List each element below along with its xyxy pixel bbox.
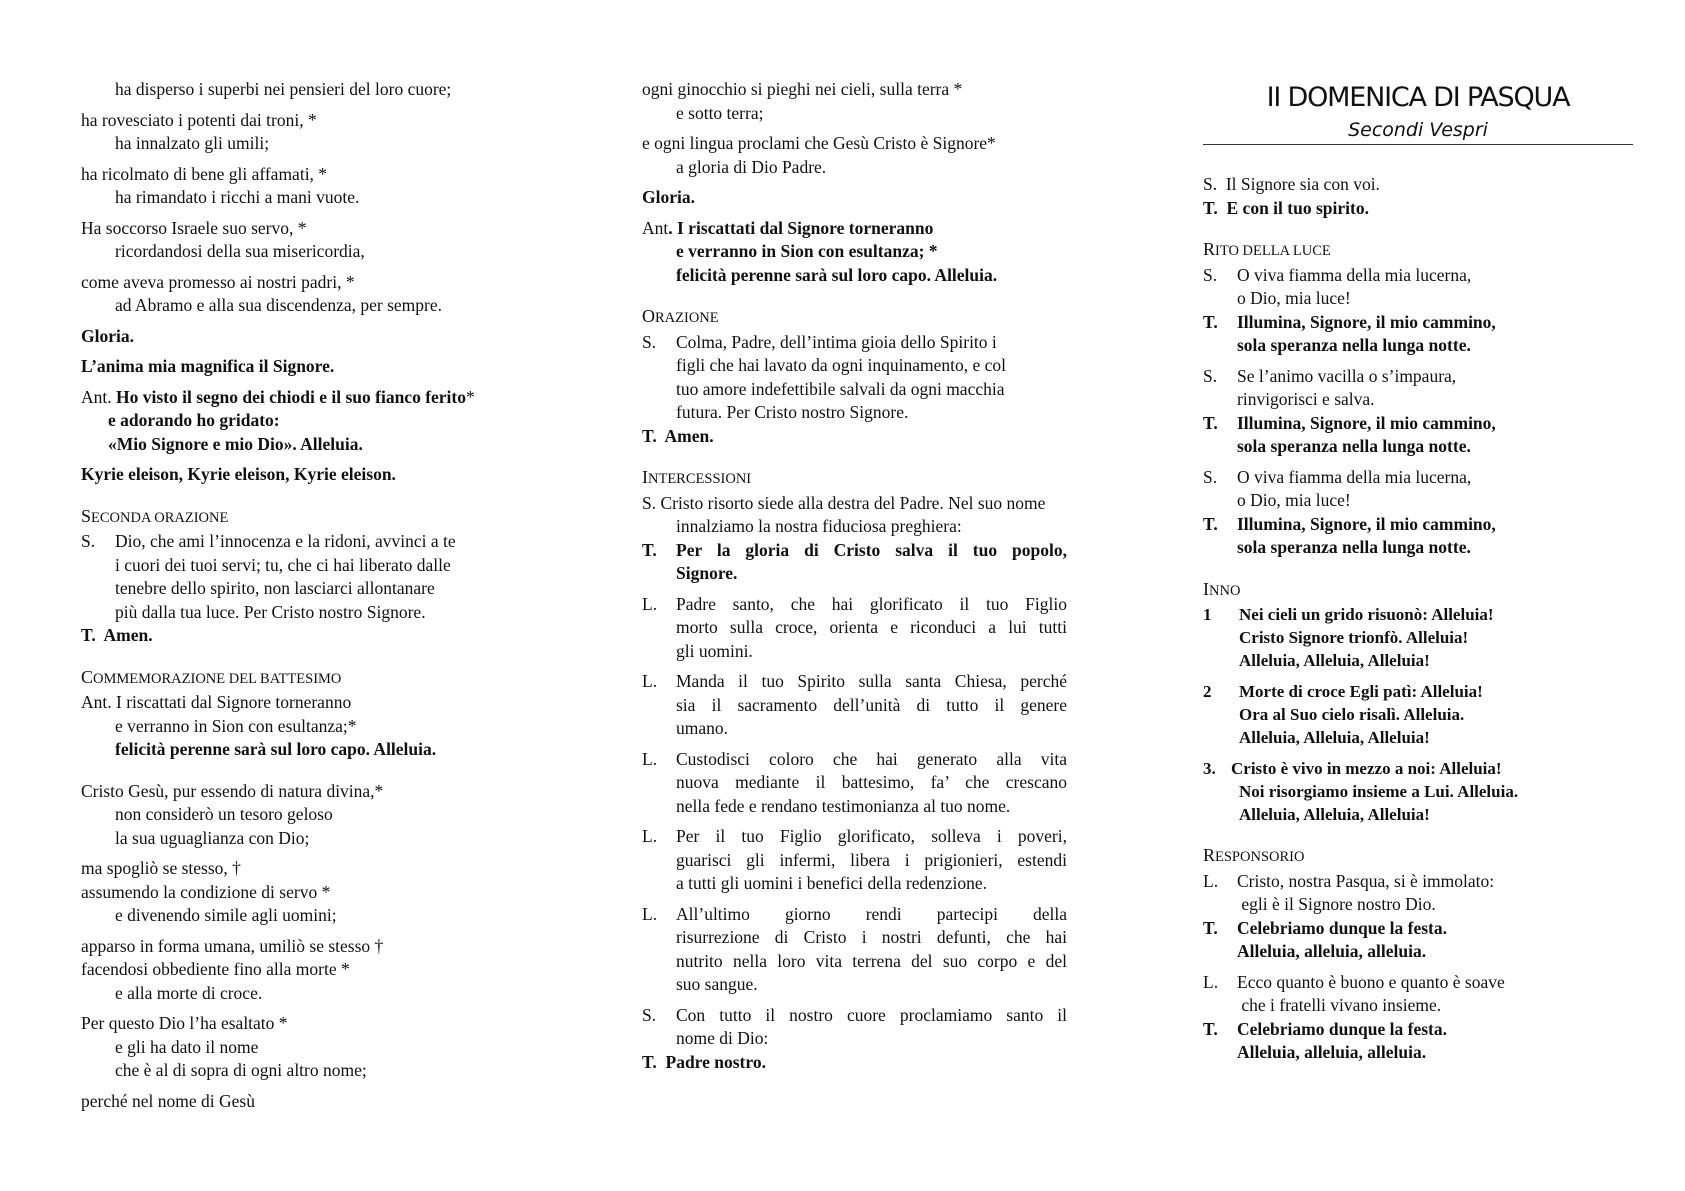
rito-heading [1203, 238, 1628, 264]
text-line: più dalla tua luce. Per Cristo nostro Signore. [115, 601, 426, 622]
heading-cap: O [642, 306, 655, 326]
column-middle [642, 78, 1067, 1074]
heading-rest: RAZIONE [655, 310, 719, 326]
heading-rest: NTERCESSIONI [648, 471, 752, 487]
seconda-orazione-heading [81, 505, 551, 531]
heading-cap: R [1203, 239, 1216, 259]
speaker-tag: T. [1203, 917, 1218, 938]
text-line: Illumina, Signore, il mio cammino, [1237, 513, 1496, 534]
title-rule [1203, 144, 1633, 145]
antiphon-line-1 [642, 217, 1067, 241]
hymn-stanza [1203, 757, 1628, 826]
block-body [676, 670, 1067, 741]
tagged-block [1203, 311, 1628, 358]
heading-rest: NNO [1209, 582, 1241, 599]
text-line: Per la gloria di Cristo salva il tuo popolo, [676, 539, 1067, 560]
verse-line: Ha soccorso Israele suo servo, * [81, 217, 307, 238]
stanza-line: Noi risorgiamo insieme a Lui. Alleluia. [1239, 782, 1519, 801]
amen-line: T. Amen. [81, 625, 153, 645]
text-line: umano. [676, 718, 729, 738]
antiphon-line-3: «Mio Signore e mio Dio». Alleluia. [108, 433, 363, 454]
commemorazione-heading [81, 666, 551, 692]
verse-line: ad Abramo e alla sua discendenza, per sempre. [115, 295, 443, 315]
tagged-block [642, 748, 1067, 819]
verse-group [81, 935, 551, 1006]
hymn-stanza [1203, 680, 1628, 749]
stanza-body [1239, 603, 1494, 672]
text-line: Alleluia, alleluia, alleluia. [1237, 941, 1427, 961]
stanza-line: Cristo Signore trionfò. Alleluia! [1239, 628, 1469, 647]
text-line: Con tutto il nostro cuore proclamiamo santo il [676, 1004, 1067, 1025]
block-body [676, 825, 1067, 896]
stanza-number: 3. [1203, 759, 1216, 778]
block-body [1237, 1018, 1628, 1065]
speaker-tag: T. [1203, 311, 1218, 332]
text-line: egli è il Signore nostro Dio. [1237, 894, 1436, 914]
text-line: sia il sacramento dell’unità di tutto il genere [676, 694, 1067, 715]
tagged-block [642, 670, 1067, 741]
verse-group [642, 132, 1067, 179]
text-line: Signore. [676, 563, 738, 583]
verse-group [81, 163, 551, 210]
verse-line: perché nel nome di Gesù [81, 1090, 255, 1111]
verse-line: assumendo la condizione di servo * [81, 881, 331, 902]
ant-star: * [466, 386, 475, 407]
speaker-tag: L. [642, 826, 658, 846]
text-line: i cuori dei tuoi servi; tu, che ci hai liberato dalle [115, 554, 451, 575]
verse-line: ha innalzato gli umili; [115, 133, 270, 153]
amen-line: T. Amen. [642, 425, 714, 446]
verse-line: ha ricolmato di bene gli affamati, * [81, 163, 328, 184]
verse-line: come aveva promesso ai nostri padri, * [81, 271, 355, 292]
final-invitation [642, 1004, 1067, 1051]
interc-intro-2: innalziamo la nostra fiduciosa preghiera: [676, 516, 962, 536]
verse-group [81, 217, 551, 264]
text-line: sola speranza nella lunga notte. [1237, 436, 1471, 456]
ant-text: . I riscattati dal Signore torneranno [668, 217, 934, 238]
hymn-stanza [1203, 603, 1628, 672]
verse-line: e alla morte di croce. [115, 982, 263, 1003]
ant-prefix: Ant. [81, 386, 116, 407]
anima-line: L’anima mia magnifica il Signore. [81, 356, 335, 376]
text-line: All’ultimo giorno rendi partecipi della [676, 903, 1067, 924]
verse-line: Cristo Gesù, pur essendo di natura divina,* [81, 780, 384, 801]
tagged-block [1203, 264, 1628, 311]
text-line: Colma, Padre, dell’intima gioia dello Spirito i [676, 331, 997, 352]
speaker-tag: L. [642, 903, 658, 924]
text-line: morto sulla croce, orienta e riconduci a lui tutti [676, 617, 1067, 637]
speaker-tag: L. [1203, 870, 1219, 891]
stanza-number: 1 [1203, 605, 1212, 624]
stanza-body [1231, 757, 1518, 826]
heading-cap: I [642, 467, 648, 487]
interc-response [642, 539, 1067, 586]
verse-group [642, 78, 1067, 125]
speaker-tag: S. [1203, 264, 1218, 285]
heading-cap: R [1203, 845, 1216, 865]
speaker-tag: T. [1203, 1018, 1218, 1039]
speaker-tag: L. [642, 748, 658, 769]
block-body [1237, 264, 1628, 311]
verse-line: non considerò un tesoro geloso [115, 804, 333, 824]
text-line: a tutti gli uomini i benefici della redenzione. [676, 873, 988, 893]
speaker-tag: T. [642, 539, 657, 560]
greeting-s: S. Il Signore sia con voi. [1203, 174, 1380, 194]
verse-group [81, 857, 551, 928]
speaker-tag: S. [642, 331, 657, 352]
antiphon-line-1 [81, 386, 551, 410]
kyrie-line: Kyrie eleison, Kyrie eleison, Kyrie eleison. [81, 464, 396, 484]
stanza-line: Nei cieli un grido risuonò: Alleluia! [1239, 605, 1494, 624]
speaker-tag: T. [1203, 412, 1218, 433]
verse-line: apparso in forma umana, umiliò se stesso † [81, 935, 384, 956]
block-body [1237, 466, 1628, 513]
comm-ant-line-1: Ant. I riscattati dal Signore torneranno [81, 692, 352, 712]
tagged-block [642, 825, 1067, 896]
verse-line: che è al di sopra di ogni altro nome; [115, 1060, 367, 1080]
block-body [1237, 971, 1628, 1018]
verse-line: ha rovesciato i potenti dai troni, * [81, 109, 317, 130]
verse-line: e gli ha dato il nome [115, 1036, 259, 1057]
tagged-block [1203, 513, 1628, 560]
padre-nostro-line: T. Padre nostro. [642, 1051, 766, 1072]
block-body [676, 748, 1067, 819]
prayer-body [676, 331, 1067, 425]
text-line: Custodisci coloro che hai generato alla vita [676, 748, 1067, 769]
verse-group [81, 78, 551, 102]
antiphon-line-2: e verranno in Sion con esultanza; * [676, 241, 938, 261]
petitions-list [642, 593, 1067, 997]
inno-heading [1203, 578, 1628, 604]
tagged-block [1203, 412, 1628, 459]
orazione-heading [642, 305, 1067, 331]
heading-cap: C [81, 666, 94, 687]
speaker-tag: S. [1203, 466, 1218, 487]
text-line: nuova mediante il battesimo, fa’ che crescano [676, 772, 1067, 792]
speaker-tag: S. [642, 1004, 657, 1025]
comm-ant-line-3: felicità perenne sarà sul loro capo. Alleluia. [115, 739, 437, 759]
orazione-prayer [642, 331, 1067, 425]
antiphon-line-2: e adorando ho gridato: [108, 410, 280, 430]
ant-text: Ho visto il segno dei chiodi e il suo fianco ferito [116, 386, 466, 407]
verse-line: ogni ginocchio si pieghi nei cieli, sulla terra * [642, 79, 963, 99]
heading-rest: OMMEMORAZIONE DEL BATTESIMO [93, 670, 342, 687]
heading-rest: ECONDA ORAZIONE [91, 509, 229, 526]
tagged-block [1203, 917, 1628, 964]
text-line: Manda il tuo Spirito sulla santa Chiesa, perché [676, 671, 1067, 691]
greeting-t: T. E con il tuo spirito. [1203, 197, 1369, 218]
tagged-block [1203, 870, 1628, 917]
responsorio [1203, 870, 1628, 1065]
stanza-line: Alleluia, Alleluia, Alleluia! [1239, 651, 1430, 670]
stanza-line: Ora al Suo cielo risalì. Alleluia. [1239, 705, 1465, 724]
tagged-block [1203, 365, 1628, 412]
cantico-end-verses [642, 78, 1067, 179]
text-line: sola speranza nella lunga notte. [1237, 537, 1471, 557]
column-right [1203, 80, 1628, 1065]
verse-line: e sotto terra; [676, 102, 764, 123]
text-line: tenebre dello spirito, non lasciarci allontanare [115, 578, 435, 598]
text-line: nutrito nella loro vita terrena del suo corpo e del [676, 950, 1067, 971]
text-line: futura. Per Cristo nostro Signore. [676, 402, 909, 422]
stanza-line: Alleluia, Alleluia, Alleluia! [1239, 805, 1430, 824]
text-line: Illumina, Signore, il mio cammino, [1237, 311, 1496, 332]
text-line: rinvigorisci e salva. [1237, 389, 1375, 409]
heading-cap: I [1203, 578, 1209, 599]
verse-line: Per questo Dio l’ha esaltato * [81, 1013, 288, 1033]
verse-line: la sua uguaglianza con Dio; [115, 827, 310, 848]
verse-line: ha disperso i superbi nei pensieri del loro cuore; [115, 79, 452, 99]
text-line: nome di Dio: [676, 1028, 769, 1048]
verse-line: ricordandosi della sua misericordia, [115, 241, 365, 261]
stanza-line: Cristo è vivo in mezzo a noi: Alleluia! [1231, 759, 1502, 778]
tagged-block [1203, 466, 1628, 513]
tagged-block [642, 903, 1067, 997]
response-body [676, 539, 1067, 586]
text-line: o Dio, mia luce! [1237, 490, 1351, 510]
text-line: nella fede e rendano testimonianza al tuo nome. [676, 795, 1011, 816]
speaker-tag: S. [1203, 365, 1218, 386]
speaker-tag: L. [1203, 971, 1219, 992]
gloria-line: Gloria. [642, 187, 695, 207]
speaker-tag: T. [1203, 513, 1218, 534]
text-line: Per il tuo Figlio glorificato, solleva i poveri, [676, 826, 1067, 846]
text-line: O viva fiamma della mia lucerna, [1237, 466, 1472, 487]
inno-stanzas [1203, 603, 1628, 826]
stanza-body [1239, 680, 1483, 749]
ant-prefix: Ant [642, 217, 669, 238]
magnificat-verses [81, 78, 551, 318]
block-body [676, 903, 1067, 997]
stanza-line: Morte di croce Egli patì: Alleluia! [1239, 682, 1483, 701]
text-line: Padre santo, che hai glorificato il tuo Figlio [676, 593, 1067, 614]
block-body [1237, 412, 1628, 459]
block-body [1237, 365, 1628, 412]
text-line: Ecco quanto è buono e quanto è soave [1237, 971, 1505, 992]
block-body [1237, 917, 1628, 964]
verse-line: a gloria di Dio Padre. [676, 156, 827, 177]
text-line: Dio, che ami l’innocenza e la ridoni, avvinci a te [115, 531, 456, 551]
speaker-tag: S. [81, 531, 96, 551]
text-line: Celebriamo dunque la festa. [1237, 917, 1447, 938]
block-body [676, 593, 1067, 664]
page-title: II DOMENICA DI PASQUA [1266, 82, 1570, 113]
text-line: Illumina, Signore, il mio cammino, [1237, 412, 1496, 433]
text-line: risurrezione di Cristo i nostri defunti, che hai [676, 927, 1067, 947]
verse-group [81, 1012, 551, 1083]
verse-line: ma spogliò se stesso, † [81, 858, 241, 878]
responsorio-heading [1203, 844, 1628, 870]
stanza-number: 2 [1203, 682, 1212, 701]
tagged-block [642, 593, 1067, 664]
verse-group [81, 271, 551, 318]
seconda-orazione-prayer [81, 530, 551, 624]
cantico-verses [81, 780, 551, 1114]
verse-line: e ogni lingua proclami che Gesù Cristo è Signore* [642, 133, 996, 153]
text-line: Se l’animo vacilla o s’impaura, [1237, 365, 1457, 386]
verse-group [81, 109, 551, 156]
column-left [81, 78, 551, 1113]
stanza-line: Alleluia, Alleluia, Alleluia! [1239, 728, 1430, 747]
text-line: che i fratelli vivano insieme. [1237, 995, 1442, 1015]
text-line: suo sangue. [676, 974, 758, 994]
verse-line: facendosi obbediente fino alla morte * [81, 959, 350, 979]
tagged-block [1203, 971, 1628, 1018]
verse-line: ha rimandato i ricchi a mani vuote. [115, 187, 360, 207]
invitation-body [676, 1004, 1067, 1051]
comm-ant-line-2: e verranno in Sion con esultanza;* [115, 715, 357, 736]
heading-rest: ITO DELLA LUCE [1215, 243, 1331, 259]
prayer-body [115, 530, 551, 624]
text-line: o Dio, mia luce! [1237, 288, 1351, 308]
text-line: Cristo, nostra Pasqua, si è immolato: [1237, 870, 1495, 891]
interc-intro-1: S. Cristo risorto siede alla destra del Padre. Nel suo nome [642, 492, 1046, 513]
text-line: tuo amore indefettibile salvali da ogni macchia [676, 378, 1005, 399]
block-body [1237, 513, 1628, 560]
heading-cap: S [81, 505, 92, 526]
text-line: figli che hai lavato da ogni inquinamento, e col [676, 355, 1006, 375]
verse-line: e divenendo simile agli uomini; [115, 905, 337, 925]
text-line: sola speranza nella lunga notte. [1237, 335, 1471, 355]
text-line: Celebriamo dunque la festa. [1237, 1018, 1447, 1039]
block-body [1237, 311, 1628, 358]
rito-della-luce [1203, 264, 1628, 560]
speaker-tag: L. [642, 671, 658, 691]
tagged-block [1203, 1018, 1628, 1065]
text-line: Alleluia, alleluia, alleluia. [1237, 1042, 1427, 1062]
antiphon-line-3: felicità perenne sarà sul loro capo. Alleluia. [676, 264, 998, 285]
text-line: gli uomini. [676, 640, 753, 661]
intercessioni-heading [642, 466, 1067, 492]
page-subtitle: Secondi Vespri [1348, 119, 1488, 141]
text-line: guarisci gli infermi, libera i prigionieri, estendi [676, 849, 1067, 870]
text-line: O viva fiamma della mia lucerna, [1237, 264, 1472, 285]
block-body [1237, 870, 1628, 917]
verse-group [81, 1090, 551, 1114]
speaker-tag: L. [642, 593, 658, 614]
heading-rest: ESPONSORIO [1215, 849, 1305, 865]
gloria-line: Gloria. [81, 325, 134, 346]
verse-group [81, 780, 551, 851]
